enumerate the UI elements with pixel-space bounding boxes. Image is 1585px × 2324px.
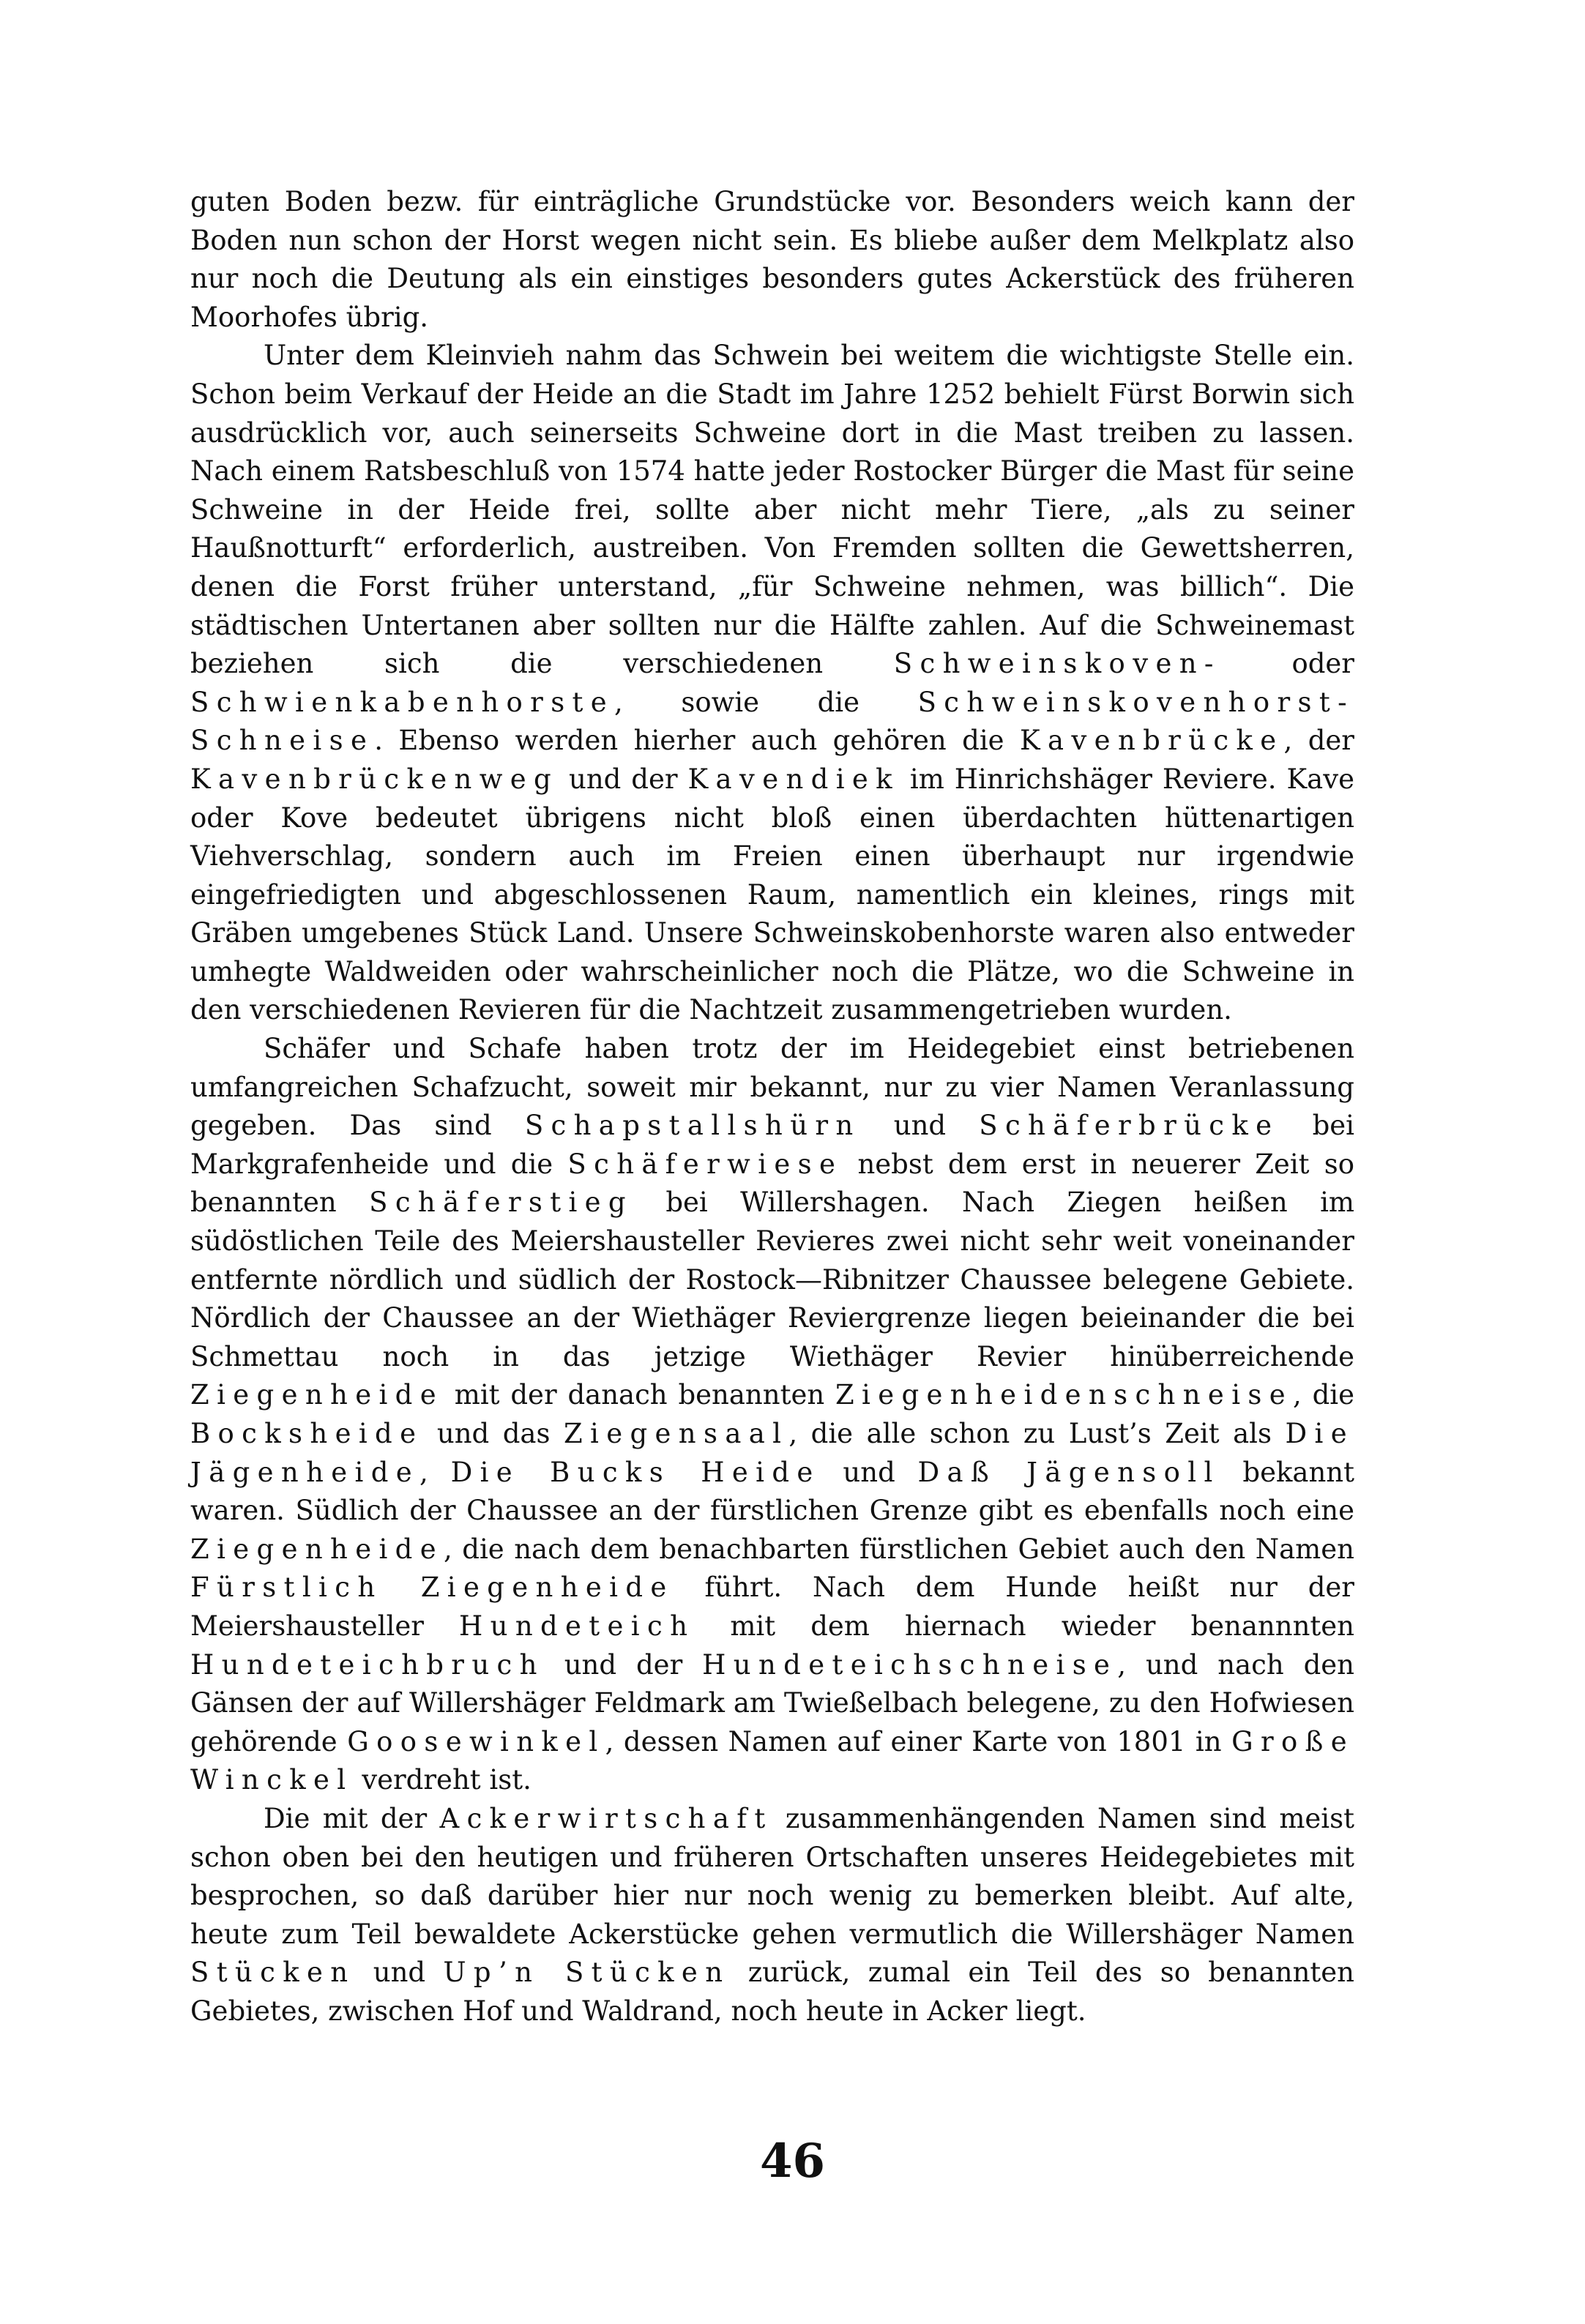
spaced-term: Die Jägenheide [190,1418,1354,1488]
text-run: mit der danach benannten [443,1379,835,1411]
text-run: und [355,1957,444,1989]
text-run: , sowie die [614,686,918,718]
spaced-term: Kavendiek [687,763,900,795]
spaced-term: Schäferstieg [369,1187,633,1219]
paragraph-4 [190,1800,1354,2031]
text-run: , und nach den Gänsen der auf Willershäger Feldmark am Twießelbach belegene, zu den Hofwiesen gehörende [190,1648,1354,1757]
text-run: und das [423,1418,564,1449]
paragraph-1 [190,183,1354,337]
text-run: Schäfer und Schafe haben trotz der im Heidegebiet einst betriebenen umfangreichen Schafzucht, soweit mir bekannt, nur zu vier Namen Veranlassung gegeben. Das sind [190,1033,1354,1142]
spaced-term: Hundeteich [459,1610,695,1642]
spaced-term: Bocksheide [190,1418,424,1449]
spaced-term: Up’n Stücken [443,1957,731,1989]
text-run: verdreht ist. [353,1764,532,1796]
text-run: nebst dem erst in neuerer Zeit so benannten [190,1148,1354,1219]
spaced-term: Schäferwiese [567,1148,843,1180]
text-run: Die mit der [264,1802,440,1834]
spaced-term: Ziegenheidenschneise [835,1379,1293,1411]
spaced-term: Stücken [190,1957,356,1989]
paragraph-2 [190,337,1354,1030]
text-run: , [419,1456,451,1488]
spaced-term: Große Winckel [190,1725,1354,1796]
page-number: 46 [759,2134,826,2189]
text-run: führt. Nach dem Hunde heißt nur der Meiershausteller [190,1572,1354,1642]
text-run: , die nach dem benachbarten fürstlichen Gebiet auch den Namen [443,1533,1354,1565]
text-run: , die alle schon zu Lust’s Zeit als [788,1418,1286,1449]
spaced-term: Schwienkabenhorste [190,686,615,718]
text-run: zurück, zumal ein Teil des so benannten Gebietes, zwischen Hof und Waldrand, noch heute in Acker liegt. [190,1957,1355,2027]
text-run: und [860,1110,980,1142]
spaced-term: Ziegenheide [190,1533,444,1565]
text-run: , dessen Namen auf einer Karte von 1801 in [605,1725,1232,1757]
text-run: und der [559,763,688,795]
text-run: Unter dem Kleinvieh nahm das Schwein bei weitem die wichtigste Stelle ein. Schon beim Verkauf der Heide an die Stadt im Jahre 1252 behielt Fürst Borwin sich ausdrücklich vor, auch seinerseits Schweine dort in die Mast treiben zu lassen. Nach einem Ratsbeschluß von 1574 hatte jeder Rostocker Bürger die Mast für seine Schweine in der Heide frei, sollte aber nicht mehr Tiere, „als zu seiner Haußnotturft“ erforderlich, austreiben. Von Fremden sollten die Gewettsherren, denen die Forst früher unterstand, „für Schweine nehmen, was billich“. Die städtischen Untertanen aber sollten nur die Hälfte zahlen. Auf die Schweinemast beziehen sich die verschiedenen [190,340,1354,680]
text-run: bei Willershagen. Nach Ziegen heißen im südöstlichen Teile des Meiershausteller Revieres zwei nicht sehr weit voneinander entfernte nördlich und südlich der Rostock—Ribnitzer Chaussee belegene Gebiete. Nördlich der Chaussee an der Wiethäger Reviergrenze liegen beieinander die bei Schmettau noch in das jetzige Wiethäger Revier hinüberreichende [190,1187,1354,1372]
text-run: und der [544,1648,703,1681]
paragraph-3 [190,1030,1354,1800]
text-run: bei Markgrafenheide und die [190,1110,1354,1180]
spaced-term: Ziegensaal [563,1418,789,1449]
text-run: und [820,1456,918,1488]
spaced-term: Hundeteichschneise [702,1648,1118,1681]
text-run: bekannt waren. Südlich der Chaussee an der fürstlichen Grenze gibt es ebenfalls noch eine [190,1456,1354,1527]
text-run: mit dem hiernach wieder benannnten [695,1610,1355,1642]
text-run: . Ebenso werden hierher auch gehören die [374,725,1020,757]
spaced-term: Schapstallshürn [524,1110,861,1142]
spaced-term: Die Bucks Heide [450,1456,821,1488]
text-run: , der [1283,725,1354,757]
text-run: oder [1220,648,1354,680]
spaced-term: Schweinskoven- [893,648,1221,680]
page-body [190,183,1354,2031]
spaced-term: Daß Jägensoll [917,1456,1220,1488]
spaced-term: Hundeteichbruch [190,1648,545,1681]
spaced-term: Goosewinkel [347,1725,605,1757]
spaced-term: Ziegenheide [190,1379,444,1411]
text-run: im Hinrichshäger Reviere. Kave oder Kove bedeutet übrigens nicht bloß einen überdachten hüttenartigen Viehverschlag, sondern auch im Freien einen überhaupt nur irgendwie eingefriedigten und abgeschlossenen Raum, namentlich ein kleines, rings mit Gräben umgebenes Stück Land. Unsere Schweinskobenhorste waren also entweder umhegte Waldweiden oder wahrscheinlicher noch die Plätze, wo die Schweine in den verschiedenen Revieren für die Nachtzeit zusammengetrieben wurden. [190,763,1354,1026]
spaced-term: Fürstlich Ziegenheide [190,1572,674,1604]
spaced-term: Ackerwirtschaft [439,1802,773,1834]
spaced-term: Kavenbrücke [1020,725,1284,757]
text-run: guten Boden bezw. für einträgliche Grundstücke vor. Besonders weich kann der Boden nun schon der Horst wegen nicht sein. Es bliebe außer dem Melkplatz also nur noch die Deutung als ein einstiges besonders gutes Ackerstück des früheren Moorhofes übrig. [190,186,1354,333]
spaced-term: Schäferbrücke [979,1110,1280,1142]
text-run: , die [1293,1379,1354,1411]
spaced-term: Schweinskovenhorst-Schneise [190,686,1354,757]
text-run: zusammenhängenden Namen sind meist schon oben bei den heutigen und früheren Ortschaften unseres Heidegebietes mit besprochen, so daß darüber hier nur noch wenig zu bemerken bleibt. Auf alte, heute zum Teil bewaldete Ackerstücke gehen vermutlich die Willershäger Namen [190,1802,1354,1950]
spaced-term: Kavenbrückenweg [190,763,559,795]
